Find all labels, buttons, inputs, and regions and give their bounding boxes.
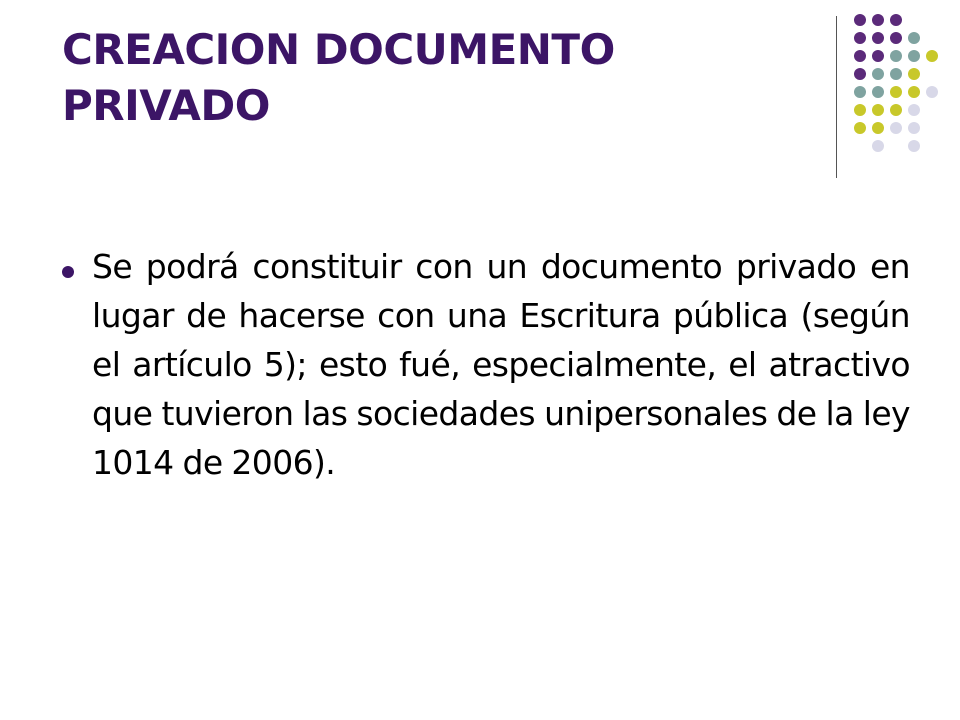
decor-dot [854,50,866,62]
decor-dot [908,122,920,134]
decor-dot [854,68,866,80]
decorative-dot-grid [0,0,960,200]
decor-dot [890,50,902,62]
decor-dot [872,104,884,116]
decor-dot [926,50,938,62]
decor-dot [872,68,884,80]
decor-dot [872,122,884,134]
decor-dot [890,122,902,134]
decor-dot [908,32,920,44]
slide-body [62,242,910,487]
decor-dot [854,32,866,44]
decor-dot [872,32,884,44]
decor-dot [908,86,920,98]
decor-dot [908,50,920,62]
bullet-item [62,242,910,487]
bullet-dot-icon [62,266,74,278]
decor-dot [890,32,902,44]
decor-dot [908,104,920,116]
decor-dot [872,50,884,62]
decor-dot [854,104,866,116]
decor-dot [908,140,920,152]
decor-dot [872,14,884,26]
decor-dot [854,14,866,26]
decor-dot [854,122,866,134]
decor-dot [890,14,902,26]
decor-dot [908,68,920,80]
decor-dot [872,140,884,152]
slide-title: CREACION DOCUMENTO PRIVADO [62,25,615,130]
decor-dot [872,86,884,98]
decor-dot [926,86,938,98]
decor-dot [890,104,902,116]
bullet-text: Se podrá constituir con un documento privado en lugar de hacerse con una Escritura pública (según el artículo 5); esto fué, especialmente, el atractivo que tuvieron las sociedades unipersonales de la ley 1014 de 2006). [92,247,910,482]
decor-dot [890,86,902,98]
decor-dot [854,86,866,98]
decor-dot [890,68,902,80]
